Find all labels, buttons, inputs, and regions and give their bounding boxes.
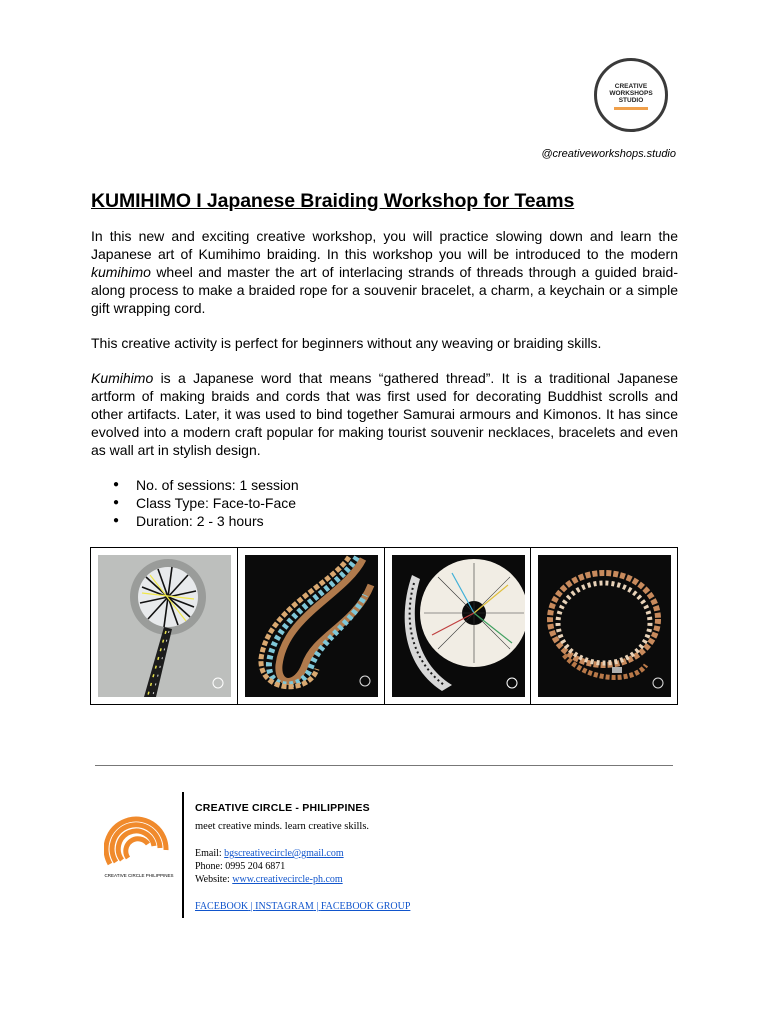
intro-paragraph: In this new and exciting creative workshop, you will practice slowing down and learn the Japanese art of Kumihimo braiding. In this workshop you will be introduced to the modern kumihimo wheel and master the art of interlacing strands of threads through a guided braid-along process to make a braided rope for a souvenir bracelet, a charm, a keychain or a simple gift wrapping cord. xyxy=(91,228,678,316)
facebook-group-link[interactable]: FACEBOOK GROUP xyxy=(320,901,411,912)
beginners-paragraph: This creative activity is perfect for beginners without any weaving or braiding skills. xyxy=(91,335,602,351)
list-item: ● No. of sessions: 1 session xyxy=(91,476,299,494)
photo-cell xyxy=(91,548,238,704)
photo-cell xyxy=(531,548,677,704)
workshop-details-list xyxy=(91,476,299,530)
kumihimo-wheel-braid-photo xyxy=(98,555,231,697)
contact-phone: Phone: 0995 204 6871 xyxy=(195,861,286,872)
photo-cell xyxy=(238,548,385,704)
braided-cords-photo xyxy=(245,555,378,697)
photo-cell xyxy=(385,548,532,704)
footer-logo-label: CREATIVE CIRCLE PHILIPPINES xyxy=(104,873,174,878)
page-title: KUMIHIMO I Japanese Braiding Workshop for Teams xyxy=(91,190,575,212)
creative-workshops-studio-logo: CREATIVE WORKSHOPS STUDIO xyxy=(594,58,668,132)
website-link[interactable]: www.creativecircle-ph.com xyxy=(232,874,343,885)
instagram-link[interactable]: INSTAGRAM xyxy=(255,901,314,912)
photo-gallery xyxy=(90,547,678,705)
email-link[interactable]: bgscreativecircle@gmail.com xyxy=(224,848,344,859)
logo-accent-bar xyxy=(614,107,648,110)
kumihimo-disk-photo xyxy=(392,555,525,697)
meaning-paragraph: Kumihimo is a Japanese word that means “gathered thread”. It is a traditional Japanese artform of making braids and cords that was first used for decorating Buddhist scrolls and other artifacts. Later, it was used to bind together Samurai armours and Kimonos. It has since evolved into a modern craft popular for making tourist souvenir necklaces, bracelets and even as wall art in stylish design. xyxy=(91,370,678,458)
contact-email: Email: bgscreativecircle@gmail.com xyxy=(195,848,344,859)
list-item: ● Duration: 2 - 3 hours xyxy=(91,512,299,530)
social-links: FACEBOOK | INSTAGRAM | FACEBOOK GROUP xyxy=(195,901,411,912)
braided-bracelet-photo xyxy=(538,555,671,697)
org-name: CREATIVE CIRCLE - PHILIPPINES xyxy=(195,802,370,814)
list-item: ● Class Type: Face-to-Face xyxy=(91,494,299,512)
footer-divider xyxy=(95,765,673,766)
facebook-link[interactable]: FACEBOOK xyxy=(195,901,249,912)
studio-handle: @creativeworkshops.studio xyxy=(541,148,676,160)
footer-vertical-rule xyxy=(182,792,184,918)
contact-website: Website: www.creativecircle-ph.com xyxy=(195,874,343,885)
tagline: meet creative minds. learn creative skills. xyxy=(195,821,370,832)
